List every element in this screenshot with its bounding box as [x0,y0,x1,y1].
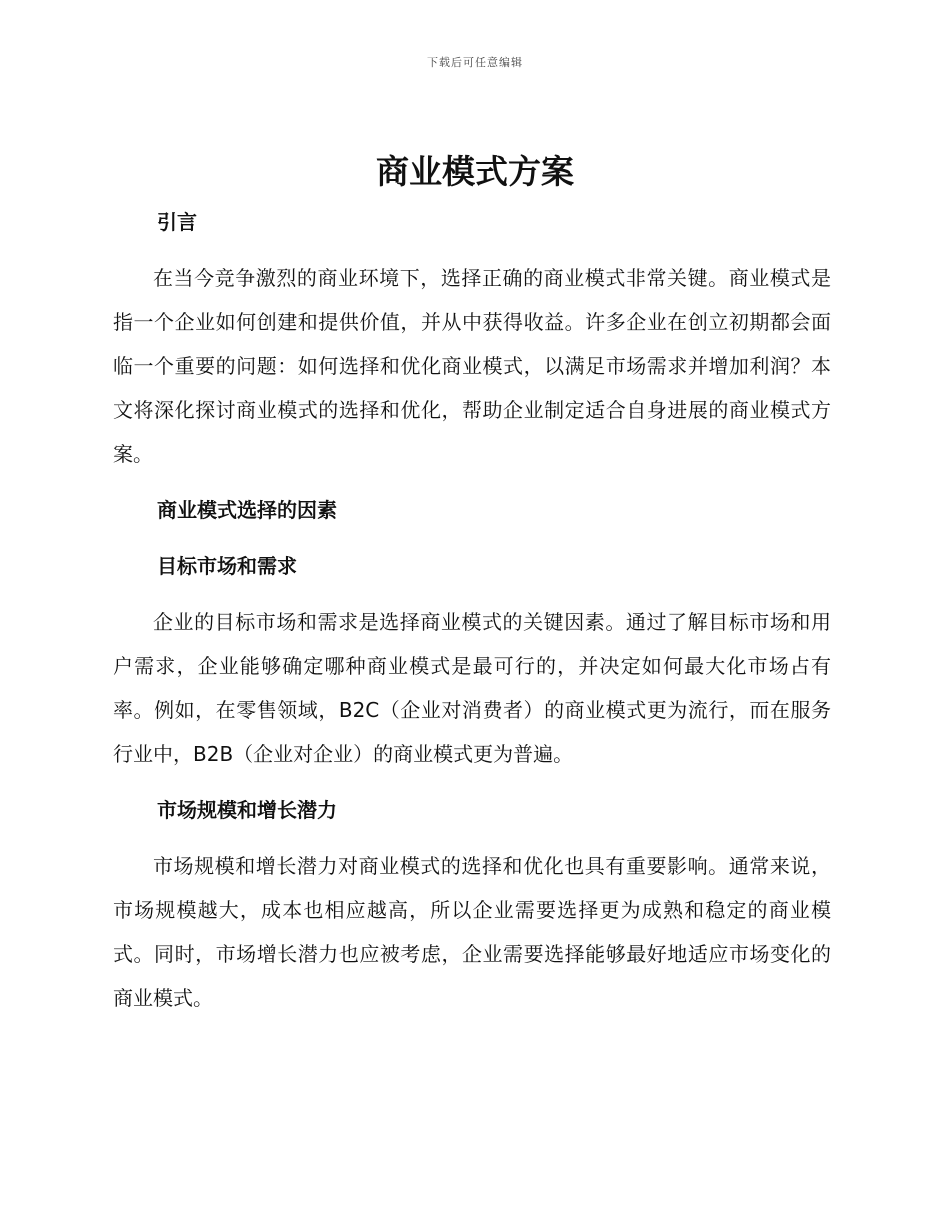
page-header-note: 下载后可任意编辑 [427,56,523,69]
section-heading-intro: 引言 [157,210,197,234]
section-paragraph-intro: 在当今竞争激烈的商业环境下，选择正确的商业模式非常关键。商业模式是指一个企业如何创建和提供价值，并从中获得收益。许多企业在创立初期都会面临一个重要的问题：如何选择和优化商业模式，以满足市场需求并增加利润？本文将深化探讨商业模式的选择和优化，帮助企业制定适合自身进展的商业模式方案。 [113,266,831,466]
document-body [113,202,831,1020]
section-paragraph-target-market: 企业的目标市场和需求是选择商业模式的关键因素。通过了解目标市场和用户需求，企业能够确定哪种商业模式是最可行的，并决定如何最大化市场占有率。例如，在零售领域，B2C（企业对消费者）的商业模式更为流行，而在服务行业中，B2B（企业对企业）的商业模式更为普遍。 [113,610,831,766]
section-heading-market-scale: 市场规模和增长潜力 [157,798,337,822]
document-title: 商业模式方案 [376,152,574,191]
section-heading-factors: 商业模式选择的因素 [157,498,337,522]
section-heading-target-market: 目标市场和需求 [157,554,297,578]
section-paragraph-market-scale: 市场规模和增长潜力对商业模式的选择和优化也具有重要影响。通常来说，市场规模越大，成本也相应越高，所以企业需要选择更为成熟和稳定的商业模式。同时，市场增长潜力也应被考虑，企业需要选择能够最好地适应市场变化的商业模式。 [113,854,831,1010]
